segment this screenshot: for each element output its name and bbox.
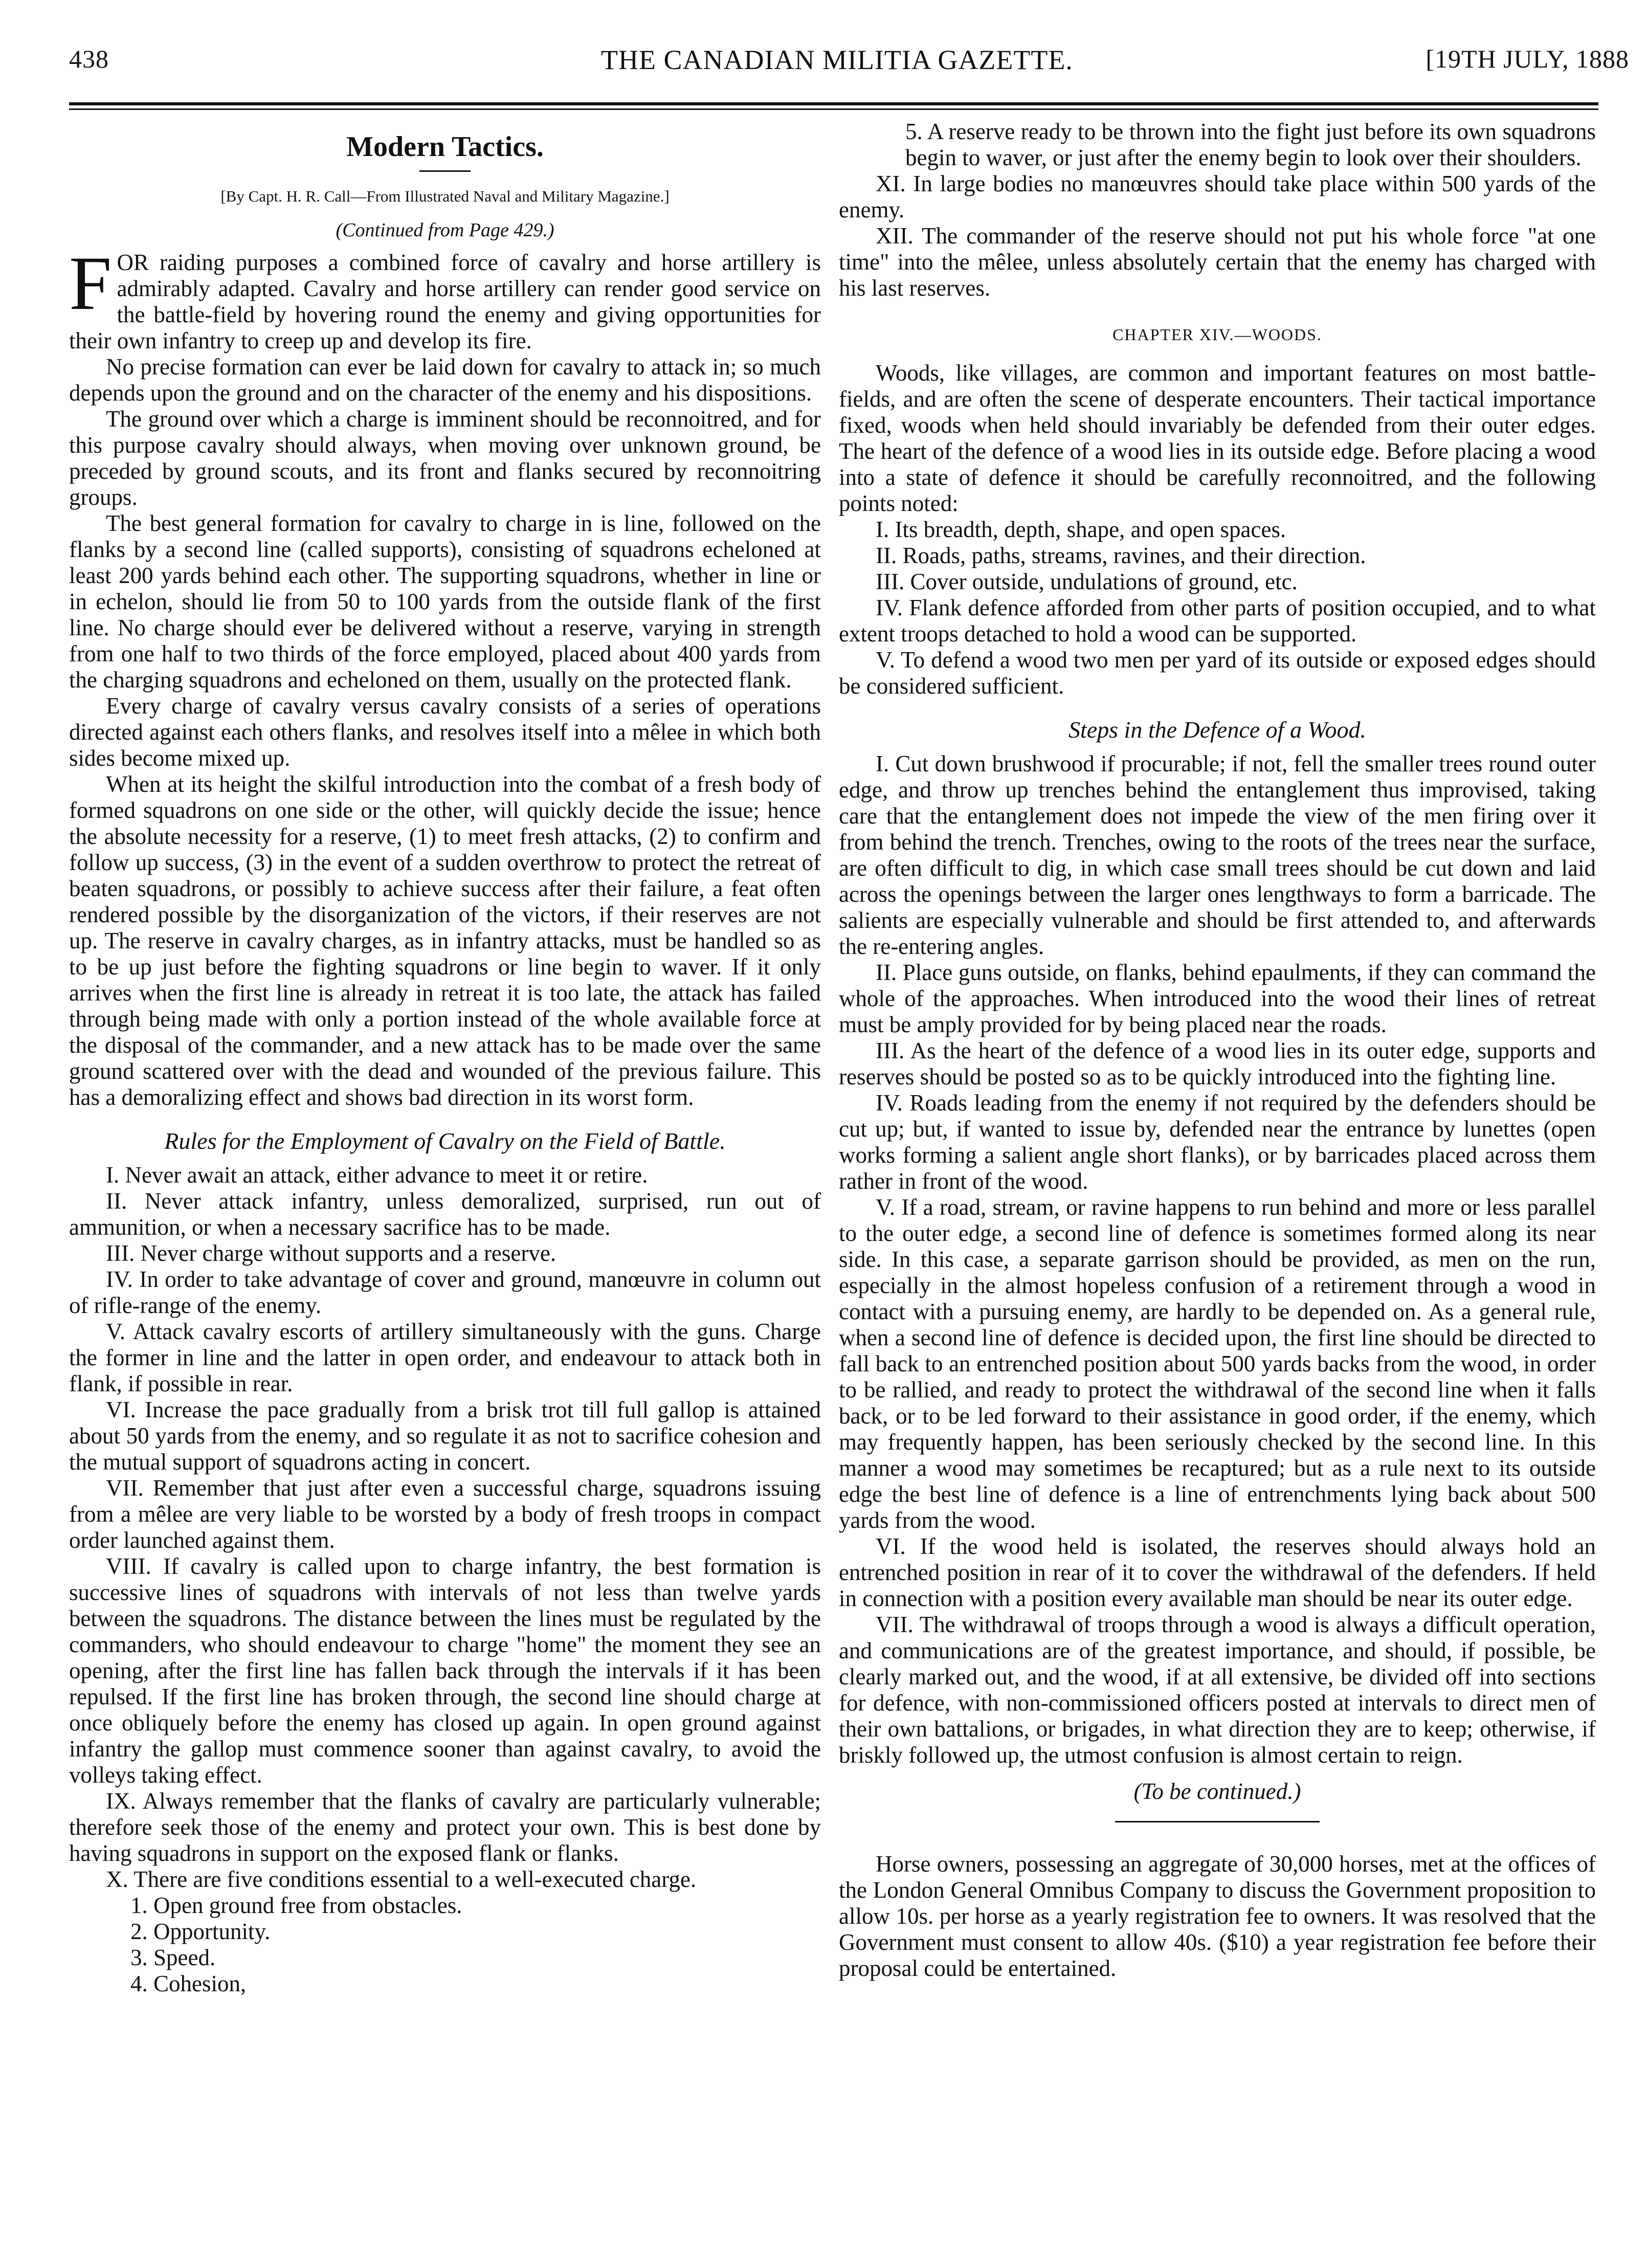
woods-point: III. Cover outside, undulations of ground, etc. [876, 569, 1298, 594]
condition-item: 5. A reserve ready to be thrown into the fight just before its own squadrons begin to waver, or just after the enemy begin to look over their shoulders. [905, 119, 1596, 170]
header-rule-thin [69, 108, 1598, 110]
rule-item: I. Never await an attack, either advance to meet it or retire. [106, 1162, 648, 1188]
condition-item: 2. Opportunity. [130, 1919, 271, 1944]
left-column [69, 119, 821, 1997]
issue-date: [19TH JULY, 1888 [1426, 45, 1629, 73]
paragraph: Every charge of cavalry versus cavalry consists of a series of operations directed against each others flanks, and resolves itself into a mêlee in which both sides become mixed up. [69, 693, 821, 771]
to-be-continued: (To be continued.) [1133, 1778, 1301, 1804]
rule-item: VI. Increase the pace gradually from a brisk trot till full gallop is attained about 50 yards from the enemy, and so regulate it as not to sacrifice cohesion and the mutual support of squadrons acting in concert. [69, 1397, 821, 1475]
paragraph: The best general formation for cavalry to charge in is line, followed on the flanks by a second line (called supports), consisting of squadrons echeloned at least 200 yards behind each other. The supporting squadrons, whether in line or in echelon, should lie from 50 to 100 yards from the outside flank of the first line. No charge should ever be delivered without a reserve, varying in strength from one half to two thirds of the force employed, placed about 400 yards from the charging squadrons and echeloned on them, usually on the protected flank. [69, 510, 821, 693]
rule-item: X. There are five conditions essential to a well-executed charge. [106, 1866, 697, 1892]
continued-from: (Continued from Page 429.) [336, 219, 554, 241]
condition-item: 4. Cohesion, [130, 1971, 247, 1996]
paragraph: The ground over which a charge is imminent should be reconnoitred, and for this purpose cavalry should always, when moving over unknown ground, be preceded by ground scouts, and its front and flanks secured by reconnoitring groups. [69, 406, 821, 510]
paragraph: FOR raiding purposes a combined force of cavalry and horse artillery is admirably adapted. Cavalry and horse artillery can render good service on the battle-field by hovering round the enemy and giving opportunities for their own infantry to creep up and develop its fire. [69, 241, 821, 353]
steps-heading: Steps in the Defence of a Wood. [1068, 717, 1367, 743]
step-item: III. As the heart of the defence of a wood lies in its outer edge, supports and reserves should be posted so as to be quickly introduced into the fighting line. [839, 1038, 1596, 1089]
right-column [839, 119, 1596, 1982]
rule-item: V. Attack cavalry escorts of artillery simultaneously with the guns. Charge the former in line and the latter in open order, and endeavour to attack both in flank, if possible in rear. [69, 1319, 821, 1396]
chapter-heading: CHAPTER XIV.—WOODS. [1112, 325, 1322, 344]
article-byline: [By Capt. H. R. Call—From Illustrated Naval and Military Magazine.] [220, 187, 670, 205]
rules-heading: Rules for the Employment of Cavalry on the Field of Battle. [164, 1128, 726, 1154]
step-item: I. Cut down brushwood if procurable; if not, fell the smaller trees round outer edge, and throw up trenches behind the entanglement thus improvised, taking care that the entanglement does not impede the view of the men firing over it from behind the trench. Trenches, owing to the roots of the trees near the surface, are often difficult to dig, in which case small trees should be cut down and laid across the openings between the larger ones lengthways to form a barricade. The salients are especially vulnerable and should be first attended to, and afterwards the re-entering angles. [839, 751, 1596, 959]
woods-point: V. To defend a wood two men per yard of its outside or exposed edges should be considered sufficient. [839, 647, 1596, 699]
step-item: II. Place guns outside, on flanks, behind epaulments, if they can command the whole of the approaches. When introduced into the wood their lines of retreat must be amply provided for by being placed near the roads. [839, 960, 1596, 1037]
woods-point: II. Roads, paths, streams, ravines, and their direction. [876, 543, 1366, 568]
step-item: VI. If the wood held is isolated, the reserves should always hold an entrenched position in rear of it to cover the withdrawal of the defenders. If held in connection with a position every available man should be near its outer edge. [839, 1533, 1596, 1611]
drop-cap: F [69, 241, 112, 326]
condition-item: 1. Open ground free from obstacles. [130, 1893, 462, 1918]
rule-item: XII. The commander of the reserve should not put his whole force "at one time" into the mêlee, unless absolutely certain that the enemy has charged with his last reserves. [839, 223, 1596, 301]
news-item: Horse owners, possessing an aggregate of 30,000 horses, met at the offices of the London General Omnibus Company to discuss the Government proposition to allow 10s. per horse as a yearly registration fee to owners. It was resolved that the Government must consent to allow 40s. ($10) a year registration fee before their proposal could be entertained. [839, 1851, 1596, 1981]
paragraph: No precise formation can ever be laid down for cavalry to attack in; so much depends upon the ground and on the character of the enemy and his dispositions. [69, 354, 821, 406]
section-rule [1115, 1821, 1320, 1822]
masthead [69, 44, 1648, 91]
header-rule [69, 102, 1598, 105]
woods-point: I. Its breadth, depth, shape, and open spaces. [876, 517, 1286, 542]
condition-item: 3. Speed. [130, 1945, 216, 1970]
step-item: V. If a road, stream, or ravine happens to run behind and more or less parallel to the outer edge, a second line of defence is sometimes formed along its near side. In this case, a separate garrison should be provided, as men on the run, especially in the almost hopeless confusion of a retirement through a wood in contact with a pursuing enemy, are hardly to be depended on. As a general rule, when a second line of defence is decided upon, the first line should be directed to fall back to an entrenched position about 500 yards backs from the wood, in order to be rallied, and ready to protect the withdrawal of the second line when it falls back, or to be led forward to their assistance in good order, if the enemy, which may frequently happen, has been seriously checked by the second line. In this manner a wood may sometimes be recaptured; but as a rule next to its outside edge the best line of defence is a line of entrenchments lying back about 500 yards from the wood. [839, 1194, 1596, 1533]
rule-item: III. Never charge without supports and a reserve. [106, 1240, 556, 1266]
paragraph: When at its height the skilful introduction into the combat of a fresh body of formed squadrons on one side or the other, will quickly decide the issue; hence the absolute necessity for a reserve, (1) to meet fresh attacks, (2) to confirm and follow up success, (3) in the event of a sudden overthrow to protect the retreat of beaten squadrons, or possibly to achieve success after their failure, a feat often rendered possible by the disorganization of the victors, if their reserves are not up. The reserve in cavalry charges, as in infantry attacks, must be handled so as to be up just before the fighting squadrons or line begin to waver. If it only arrives when the first line is already in retreat it is too late, the attack has failed through being made with only a portion instead of the whole available force at the disposal of the commander, and a new attack has to be made over the same ground scattered over with the dead and wounded of the previous failure. This has a demoralizing effect and shows bad direction in its worst form. [69, 771, 821, 1110]
rule-item: IX. Always remember that the flanks of cavalry are particularly vulnerable; therefore seek those of the enemy and protect your own. This is best done by having squadrons in support on the exposed flank or flanks. [69, 1788, 821, 1866]
headline-rule [419, 170, 471, 172]
step-item: VII. The withdrawal of troops through a wood is always a difficult operation, and communications are of the greatest importance, and should, if possible, be clearly marked out, and the wood, if at all extensive, be divided off into sections for defence, with non-commissioned officers posted at intervals to direct men of their own battalions, or brigades, in what direction they are to keep; otherwise, if briskly followed up, the utmost confusion is almost certain to reign. [839, 1612, 1596, 1768]
step-item: IV. Roads leading from the enemy if not required by the defenders should be cut up; but, if wanted to issue by, defended near the entrance by lunettes (open works forming a salient angle short flanks), or by barricades placed across them rather in front of the wood. [839, 1090, 1596, 1194]
rule-item: VIII. If cavalry is called upon to charge infantry, the best formation is successive lines of squadrons with intervals of not less than twelve yards between the squadrons. The distance between the lines must be regulated by the commanders, who should endeavour to charge "home" the moment they see an opening, after the first line has fallen back through the intervals if it has been repulsed. If the first line has broken through, the second line should charge at once obliquely before the enemy has closed up again. In open ground against infantry the gallop must commence sooner than against cavalry, to avoid the volleys taking effect. [69, 1553, 821, 1788]
publication-title: THE CANADIAN MILITIA GAZETTE. [601, 45, 1073, 75]
article-headline: Modern Tactics. [346, 131, 544, 163]
page-number: 438 [69, 45, 109, 73]
paragraph: Woods, like villages, are common and important features on most battle-fields, and are often the scene of desperate encounters. Their tactical importance fixed, woods when held should invariably be defended from their outer edges. The heart of the defence of a wood lies in its outside edge. Before placing a wood into a state of defence it should be carefully reconnoitred, and the following points noted: [839, 360, 1596, 516]
woods-point: IV. Flank defence afforded from other parts of position occupied, and to what extent troops detached to hold a wood can be supported. [839, 595, 1596, 647]
rule-item: XI. In large bodies no manœuvres should take place within 500 yards of the enemy. [839, 171, 1596, 223]
rule-item: VII. Remember that just after even a successful charge, squadrons issuing from a mêlee are very liable to be worsted by a body of fresh troops in compact order launched against them. [69, 1475, 821, 1553]
rule-item: IV. In order to take advantage of cover and ground, manœuvre in column out of rifle-range of the enemy. [69, 1266, 821, 1318]
rule-item: II. Never attack infantry, unless demoralized, surprised, run out of ammunition, or when a necessary sacrifice has to be made. [69, 1188, 821, 1240]
